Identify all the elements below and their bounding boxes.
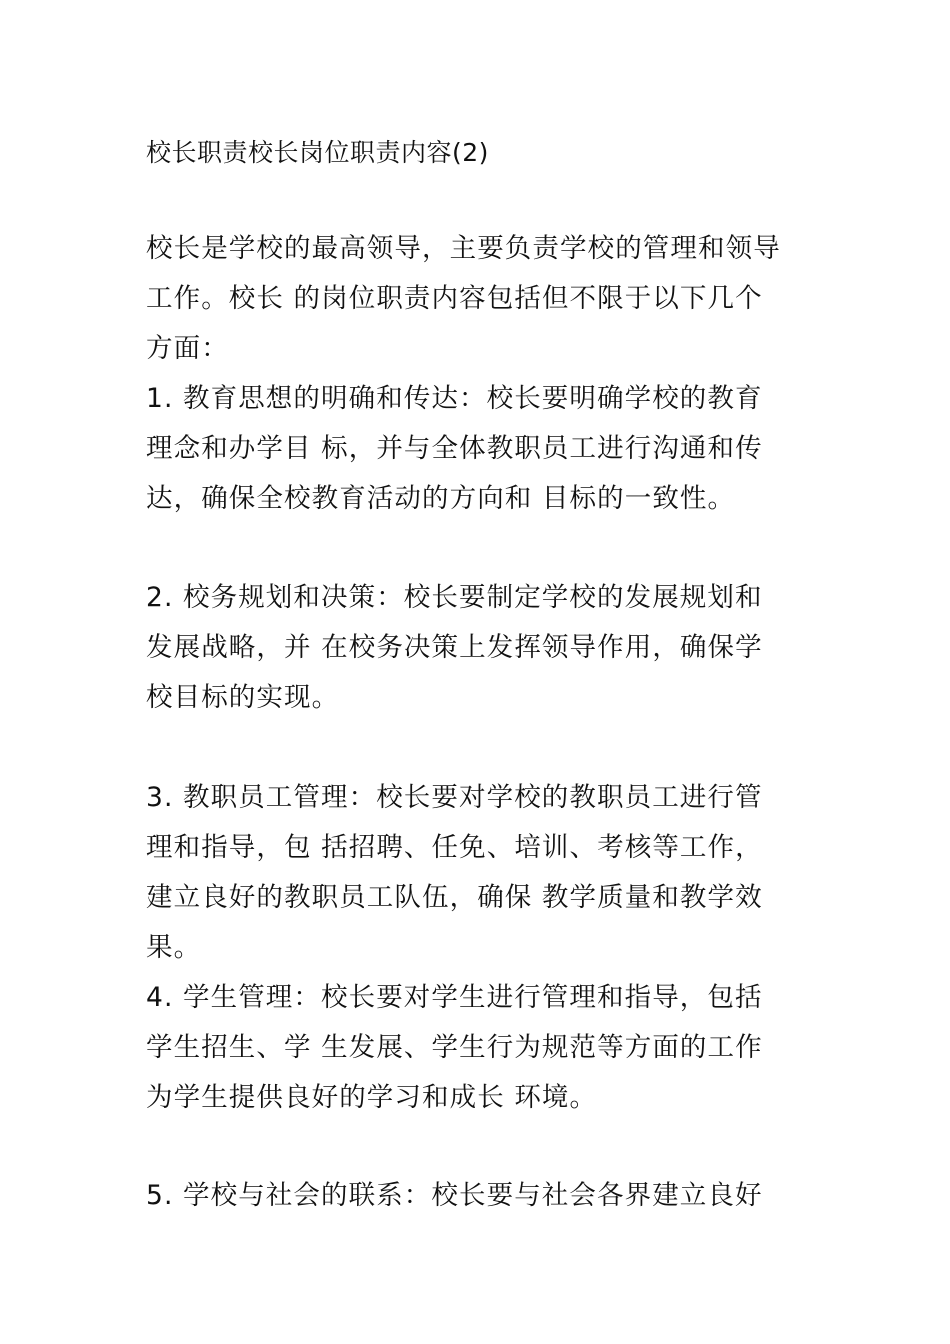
paragraph-line: 方面： — [146, 333, 229, 364]
paragraph-line: 达，确保全校教育活动的方向和 目标的一致性。 — [146, 483, 736, 514]
paragraph-line: 理和指导，包 括招聘、任免、培训、考核等工作， — [146, 832, 763, 863]
paragraph-line: 发展战略，并 在校务决策上发挥领导作用，确保学 — [146, 632, 763, 663]
document-title: 校长职责校长岗位职责内容(2) — [146, 138, 489, 167]
paragraph-line: 2. 校务规划和决策：校长要制定学校的发展规划和 — [146, 582, 763, 613]
paragraph-line: 1. 教育思想的明确和传达：校长要明确学校的教育 — [146, 383, 763, 414]
paragraph-line: 5. 学校与社会的联系：校长要与社会各界建立良好 — [146, 1180, 763, 1211]
paragraph-line: 理念和办学目 标，并与全体教职员工进行沟通和传 — [146, 433, 763, 464]
paragraph-line: 4. 学生管理：校长要对学生进行管理和指导，包括 — [146, 982, 763, 1013]
paragraph-line: 建立良好的教职员工队伍，确保 教学质量和教学效 — [146, 882, 763, 913]
paragraph-line: 3. 教职员工管理：校长要对学校的教职员工进行管 — [146, 782, 763, 813]
paragraph-line: 为学生提供良好的学习和成长 环境。 — [146, 1082, 598, 1113]
paragraph-line: 学生招生、学 生发展、学生行为规范等方面的工作 — [146, 1032, 763, 1063]
paragraph-line: 果。 — [146, 932, 202, 963]
paragraph-line: 工作。校长 的岗位职责内容包括但不限于以下几个 — [146, 283, 763, 314]
paragraph-line: 校长是学校的最高领导，主要负责学校的管理和领导 — [146, 233, 781, 264]
paragraph-line: 校目标的实现。 — [146, 682, 340, 713]
